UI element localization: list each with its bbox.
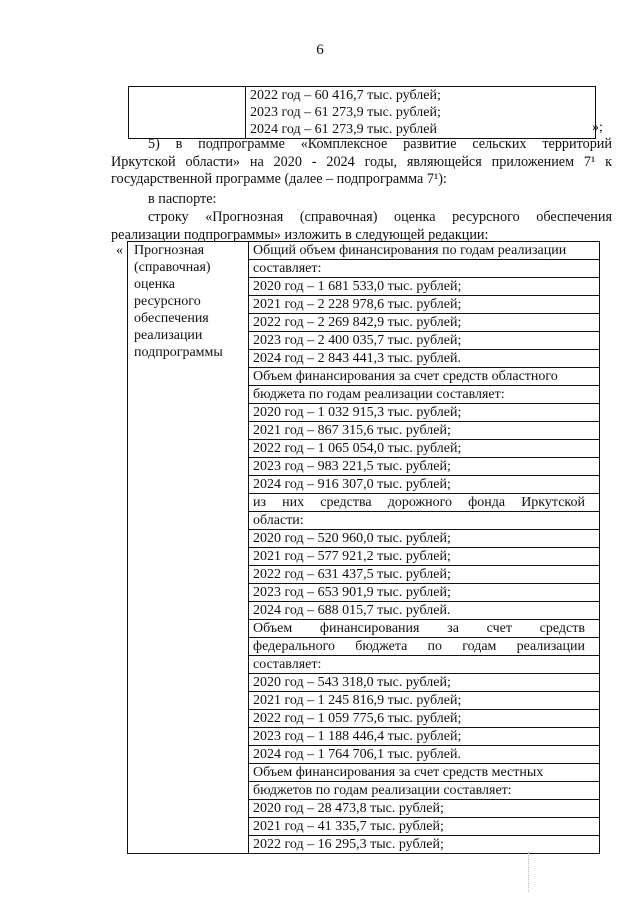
value-line: бюджетов по годам реализации составляет: (249, 782, 599, 800)
value-line: 2024 год – 2 843 441,3 тыс. рублей. (249, 350, 599, 368)
value-line: 2024 год – 916 307,0 тыс. рублей; (249, 476, 599, 494)
value-line: 2020 год – 1 032 915,3 тыс. рублей; (249, 404, 599, 422)
value-line: 2023 год – 2 400 035,7 тыс. рублей; (249, 332, 599, 350)
value-line: 2022 год – 1 065 054,0 тыс. рублей; (249, 440, 599, 458)
value-line: 2023 год – 983 221,5 тыс. рублей; (249, 458, 599, 476)
row-title-line: обеспечения (134, 311, 209, 326)
value-line: 2024 год – 1 764 706,1 тыс. рублей. (249, 746, 599, 764)
value-line: 2022 год – 16 295,3 тыс. рублей; (253, 837, 444, 852)
value-line: 2021 год – 577 921,2 тыс. рублей; (249, 548, 599, 566)
value-line: из них средства дорожного фонда Иркутской (249, 494, 599, 512)
value-line: области: (249, 512, 599, 530)
top-closing-quote: »; (592, 120, 603, 135)
top-table-line: 2022 год – 60 416,7 тыс. рублей; (250, 88, 441, 103)
value-line: 2020 год – 1 681 533,0 тыс. рублей; (249, 278, 599, 296)
paragraph-5-line: Иркутской области» на 2020 - 2024 годы, являющейся приложением 7¹ к (111, 153, 612, 170)
value-line: 2020 год – 28 473,8 тыс. рублей; (249, 800, 599, 818)
value-line: составляет: (249, 260, 599, 278)
row-title-cell (128, 242, 249, 854)
page-number: 6 (316, 42, 324, 58)
top-table-line: 2024 год – 61 273,9 тыс. рублей (250, 122, 437, 137)
row-title-line: Прогнозная (134, 243, 205, 258)
value-line: 2024 год – 688 015,7 тыс. рублей. (249, 602, 599, 620)
row-title-line: подпрограммы (134, 345, 223, 360)
top-table-empty-cell (129, 87, 246, 139)
value-line: Объем финансирования за счет средств (249, 620, 599, 638)
value-line: 2021 год – 867 315,6 тыс. рублей; (249, 422, 599, 440)
top-table-line: 2023 год – 61 273,9 тыс. рублей; (250, 105, 441, 120)
row-values-cell (249, 242, 600, 854)
row-title-line: ресурсного (134, 294, 201, 309)
paragraph-5-line: государственной программе (далее – подпрограмма 7¹): (111, 171, 447, 187)
value-line: Объем финансирования за счет средств местных (249, 764, 599, 782)
resource-estimate-table (127, 241, 600, 854)
row-title-line: реализации (134, 328, 203, 343)
value-line: Объем финансирования за счет средств областного (249, 368, 599, 386)
paragraph-5 (111, 136, 612, 189)
value-line: федерального бюджета по годам реализации (249, 638, 599, 656)
value-line: 2023 год – 653 901,9 тыс. рублей; (249, 584, 599, 602)
top-continuation-table (128, 86, 596, 139)
value-line: составляет: (249, 656, 599, 674)
paragraph-row-line: строку «Прогнозная (справочная) оценка ресурсного обеспечения (148, 209, 612, 225)
value-line: 2021 год – 1 245 816,9 тыс. рублей; (249, 692, 599, 710)
value-line: 2021 год – 41 335,7 тыс. рублей; (249, 818, 599, 836)
value-line: 2020 год – 520 960,0 тыс. рублей; (249, 530, 599, 548)
value-line: 2022 год – 631 437,5 тыс. рублей; (249, 566, 599, 584)
paragraph-row-line: реализации подпрограммы» изложить в следующей редакции: (111, 226, 489, 243)
value-line: 2020 год – 543 318,0 тыс. рублей; (249, 674, 599, 692)
value-line: 2022 год – 2 269 842,9 тыс. рублей; (249, 314, 599, 332)
row-title-line: (справочная) (134, 260, 211, 275)
paragraph-5-line: 5) в подпрограмме «Комплексное развитие сельских территорий (148, 136, 612, 152)
row-title-line: оценка (134, 277, 176, 292)
value-line: 2022 год – 1 059 775,6 тыс. рублей; (249, 710, 599, 728)
value-line: Общий объем финансирования по годам реализации (249, 242, 599, 260)
paragraph-row-instruction (111, 209, 612, 244)
passport-label: в паспорте: (148, 191, 217, 207)
value-line: 2023 год – 1 188 446,4 тыс. рублей; (249, 728, 599, 746)
value-line: 2021 год – 2 228 978,6 тыс. рублей; (249, 296, 599, 314)
open-quote: « (116, 243, 123, 258)
value-line: бюджета по годам реализации составляет: (249, 386, 599, 404)
scan-artifact-line (528, 852, 531, 892)
top-table-values-cell (246, 87, 596, 139)
